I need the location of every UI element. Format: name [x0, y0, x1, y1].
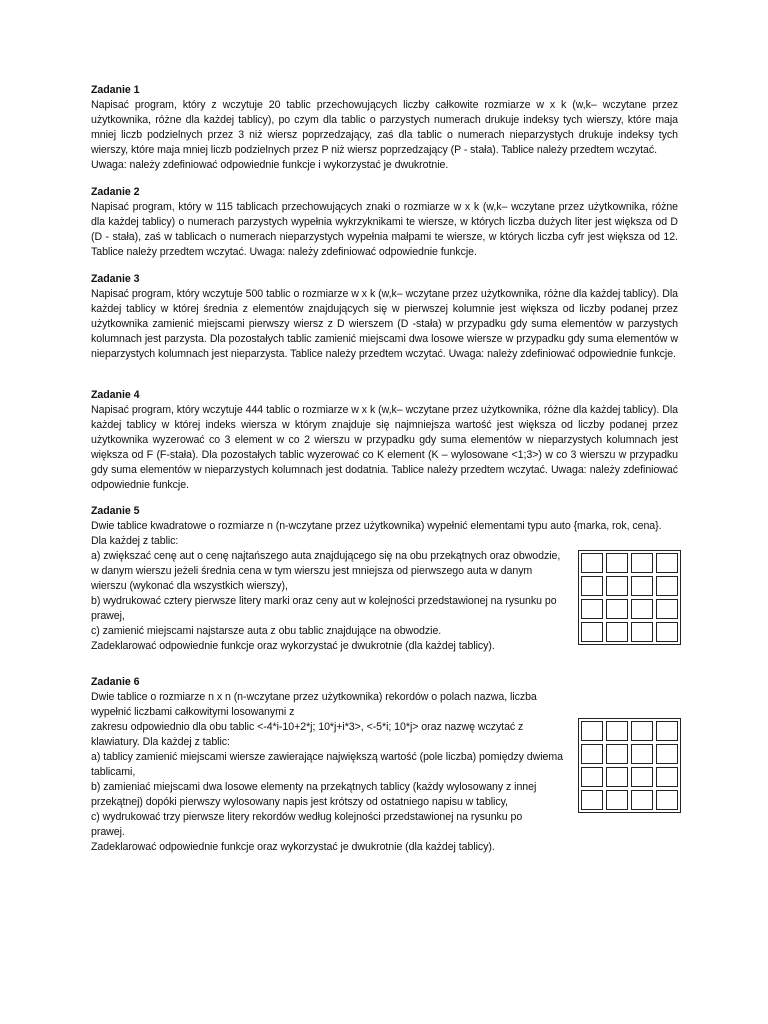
grid-cell — [581, 599, 603, 619]
grid-cell — [581, 790, 603, 810]
grid-cell — [581, 721, 603, 741]
grid-cell — [606, 576, 628, 596]
task-6-title: Zadanie 6 — [91, 676, 140, 688]
grid-cell — [606, 790, 628, 810]
task-6-line: b) zamieniać miejscami dwa losowe elementy na przekątnych tablicy (każdy wylosowany z innej — [91, 781, 537, 793]
task-6-line: przekątnej) dopóki pierwszy wylosowany napis jest krótszy od ostatniego napisu w tablicy, — [91, 796, 508, 808]
grid-cell — [656, 553, 678, 573]
grid-cell — [581, 576, 603, 596]
grid-cell — [656, 622, 678, 642]
grid-cell — [631, 553, 653, 573]
task-6-line: tablicami, — [91, 766, 136, 778]
task-1-title: Zadanie 1 — [91, 84, 140, 96]
grid-cell — [631, 721, 653, 741]
task-5-line: Dla każdej z tablic: — [91, 535, 179, 547]
task-6-line: c) wydrukować trzy pierwsze litery rekordów według kolejności przedstawionej na rysunku po — [91, 811, 523, 823]
task-5-line: prawej, — [91, 610, 125, 622]
task-1-note: Uwaga: należy zdefiniować odpowiednie funkcje i wykorzystać je dwukrotnie. — [91, 159, 449, 171]
grid-cell — [656, 790, 678, 810]
grid-cell — [606, 744, 628, 764]
grid-cell — [581, 622, 603, 642]
grid-cell — [631, 622, 653, 642]
grid-cell — [606, 553, 628, 573]
task-5-title: Zadanie 5 — [91, 505, 140, 517]
grid-cell — [656, 767, 678, 787]
task-6-line: Zadeklarować odpowiednie funkcje oraz wykorzystać je dwukrotnie (dla każdej tablicy). — [91, 841, 495, 853]
task-4-title: Zadanie 4 — [91, 389, 140, 401]
task-3-text: Napisać program, który wczytuje 500 tablic o rozmiarze w x k (w,k– wczytane przez użytkownika, różne dla każdej tablicy). Dla każdej tablicy w której średnia z elementów znajdujących się w pierwszej kolumnie jest większa od liczby podanej przez użytkownika zamienić miejscami pierwszy wiersz z D wierszem (D -stała) w przypadku gdy suma elementów w parzystych kolumnach jest parzysta. Dla pozostałych tablic zamienić miejscami dwa losowe wiersze w przypadku gdy suma elementów w nieparzystych kolumnach jest nieparzysta. Tablice należy przedtem wczytać. Uwaga: należy zdefiniować odpowiednie funkcje. — [91, 288, 678, 360]
task-5-line: a) zwiększać cenę aut o cenę najtańszego auta znajdującego się na obu przekątnych oraz obwodzie, — [91, 550, 561, 562]
task-5-line: b) wydrukować cztery pierwsze litery marki oraz ceny aut w kolejności przedstawionej na rysunku po — [91, 595, 557, 607]
grid-cell — [631, 744, 653, 764]
grid-cell — [656, 721, 678, 741]
grid-cell — [631, 599, 653, 619]
grid-cell — [631, 790, 653, 810]
task-6-line: klawiatury. Dla każdej z tablic: — [91, 736, 230, 748]
grid-cell — [656, 744, 678, 764]
task-6-line: a) tablicy zamienić miejscami wiersze zawierające największą wartość (pole liczba) pomiędzy dwiema — [91, 751, 563, 763]
task-2-title: Zadanie 2 — [91, 186, 140, 198]
grid-cell — [581, 553, 603, 573]
task-2 — [91, 185, 678, 260]
task-4 — [91, 388, 678, 493]
task-5-line: w danym wierszu jeżeli średnia cena w tym wierszu jest mniejsza od pierwszego auta w danym — [91, 565, 533, 577]
grid-cell — [631, 576, 653, 596]
task-2-text: Napisać program, który w 115 tablicach przechowujących znaki o rozmiarze w x k (w,k– wczytane przez użytkownika, różne dla każdej tablicy) o numerach parzystych wypełnia wykrzyknikami te wiersze, w których liczba dużych liter jest większa od D (D - stała), zaś w tablicach o numerach nieparzystych wypełnia małpami te wiersze, w których liczba cyfr jest większa od 12. Tablice należy przedtem wczytać. Uwaga: należy zdefiniować odpowiednie funkcje. — [91, 201, 678, 258]
task-4-text: Napisać program, który wczytuje 444 tablic o rozmiarze w x k (w,k– wczytane przez użytkownika, różne dla każdej tablicy). Dla każdej tablicy w której indeks wiersza w którym znajduje się najmniejsza wartość jest większa od liczby podanej przez użytkownika wyzerować co 3 element w co 2 wierszu w przypadku gdy suma elementów w nieparzystych kolumnach jest większa od F (F-stała). Dla pozostałych tablic wyzerować co K element (K – wylosowane <1;3>) w co 3 wierszu w przypadku gdy suma elementów w nieparzystych kolumnach jest dodatnia. Tablice należy przedtem wczytać. Uwaga: należy zdefiniować odpowiednie funkcje. — [91, 404, 678, 491]
grid-cell — [631, 767, 653, 787]
task-5-line: wierszu (wykonać dla wszystkich wierszy), — [91, 580, 288, 592]
grid-cell — [606, 599, 628, 619]
grid-cell — [656, 599, 678, 619]
task-6-line: Dwie tablice o rozmiarze n x n (n-wczytane przez użytkownika) rekordów o polach nazwa, liczba wypełnić liczbami całkowitymi losowanymi z — [91, 691, 537, 718]
task-5-line: c) zamienić miejscami najstarsze auta z obu tablic znajdujące na obwodzie. — [91, 625, 442, 637]
grid-cell — [581, 767, 603, 787]
task-3 — [91, 272, 678, 362]
task-5-text: Dwie tablice kwadratowe o rozmiarze n (n-wczytane przez użytkownika) wypełnić elementami typu auto {marka, rok, cena}. — [91, 520, 662, 532]
grid-cell — [606, 767, 628, 787]
task-6-lines — [91, 690, 569, 855]
task-5-lines — [91, 534, 569, 654]
task-1 — [91, 83, 678, 173]
task-6-line: zakresu odpowiednio dla obu tablic <-4*i-10+2*j; 10*j+i*3>, <-5*i; 10*j> oraz nazwę wczytać z — [91, 721, 524, 733]
grid-cell — [606, 622, 628, 642]
task-3-title: Zadanie 3 — [91, 273, 140, 285]
grid-cell — [656, 576, 678, 596]
task-5-line: Zadeklarować odpowiednie funkcje oraz wykorzystać je dwukrotnie (dla każdej tablicy). — [91, 640, 495, 652]
grid-cell — [581, 744, 603, 764]
grid-cell — [606, 721, 628, 741]
task-1-text: Napisać program, który z wczytuje 20 tablic przechowujących liczby całkowite rozmiarze w x k (w,k– wczytane przez użytkownika, różne dla każdej tablicy), po czym dla tablic o parzystych numerach drukuje indeksy tych wierszy, które maja mniej liczb podzielnych przez 3 niż wiersz poprzedzający, zaś dla tablic o numerach nieparzystych drukuje indeksy tych wierszy, które maja mniej liczb podzielnych przez P niż wiersz poprzedzający (P - stała). Tablice należy przedtem wczytać. — [91, 99, 678, 156]
task-5-grid-figure — [578, 550, 681, 645]
task-6-grid-figure — [578, 718, 681, 813]
task-6-line: prawej. — [91, 826, 125, 838]
